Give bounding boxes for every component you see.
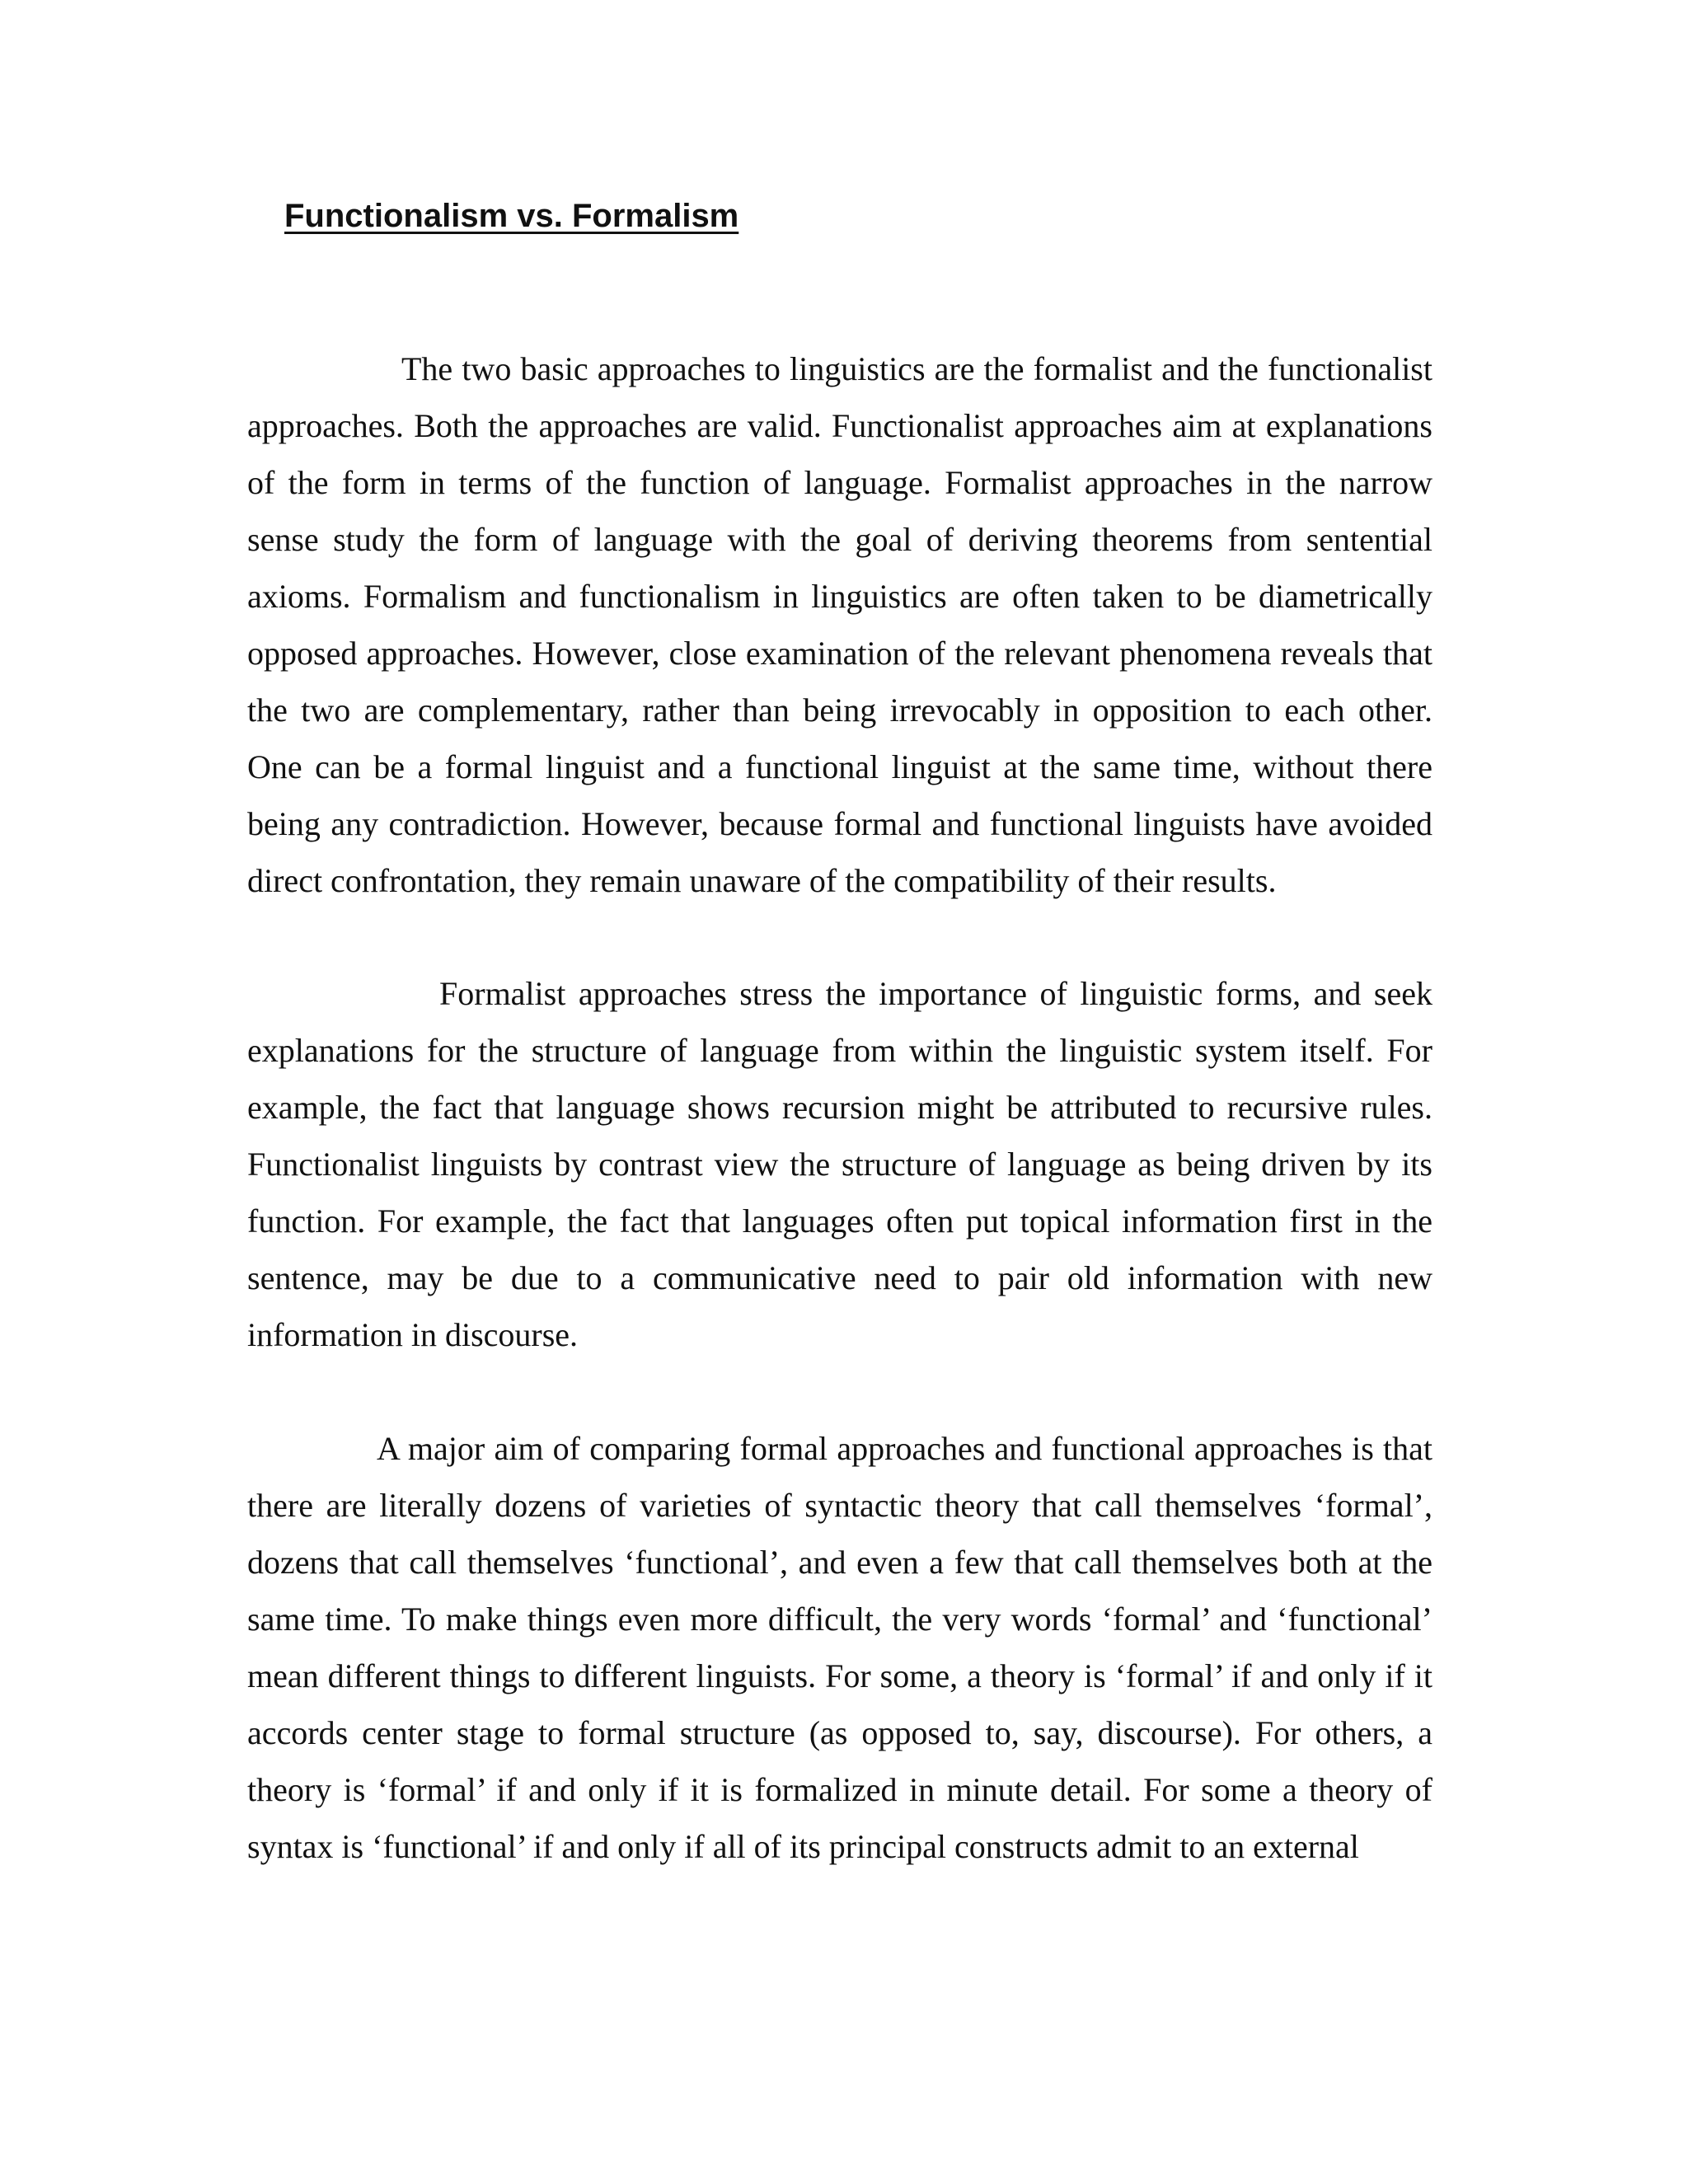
document-title: Functionalism vs. Formalism bbox=[284, 198, 739, 234]
paragraph-3: A major aim of comparing formal approaches and functional approaches is that there are literally dozens of varieties of syntactic theory that call themselves ‘formal’, dozens that call themselves ‘functional’, and even a few that call themselves both at the same time. To make things even more difficult, the very words ‘formal’ and ‘functional’ mean different things to different linguists. For some, a theory is ‘formal’ if and only if it accords center stage to formal structure (as opposed to, say, discourse). For others, a theory is ‘formal’ if and only if it is formalized in minute detail. For some a theory of syntax is ‘functional’ if and only if all of its principal constructs admit to an external bbox=[247, 1430, 1432, 1865]
paragraph-2: Formalist approaches stress the importance of linguistic forms, and seek explanations for the structure of language from within the linguistic system itself. For example, the fact that language shows recursion might be attributed to recursive rules. Functionalist linguists by contrast view the structure of language as being driven by its function. For example, the fact that languages often put topical information first in the sentence, may be due to a communicative need to pair old information with new information in discourse. bbox=[247, 975, 1432, 1353]
paragraph-1: The two basic approaches to linguistics are the formalist and the functionalist approaches. Both the approaches are valid. Functionalist approaches aim at explanations of the form in terms of the function of language. Formalist approaches in the narrow sense study the form of language with the goal of deriving theorems from sentential axioms. Formalism and functionalism in linguistics are often taken to be diametrically opposed approaches. However, close examination of the relevant phenomena reveals that the two are complementary, rather than being irrevocably in opposition to each other. One can be a formal linguist and a functional linguist at the same time, without there being any contradiction. However, because formal and functional linguists have avoided direct confrontation, they remain unaware of the compatibility of their results. bbox=[247, 350, 1432, 899]
